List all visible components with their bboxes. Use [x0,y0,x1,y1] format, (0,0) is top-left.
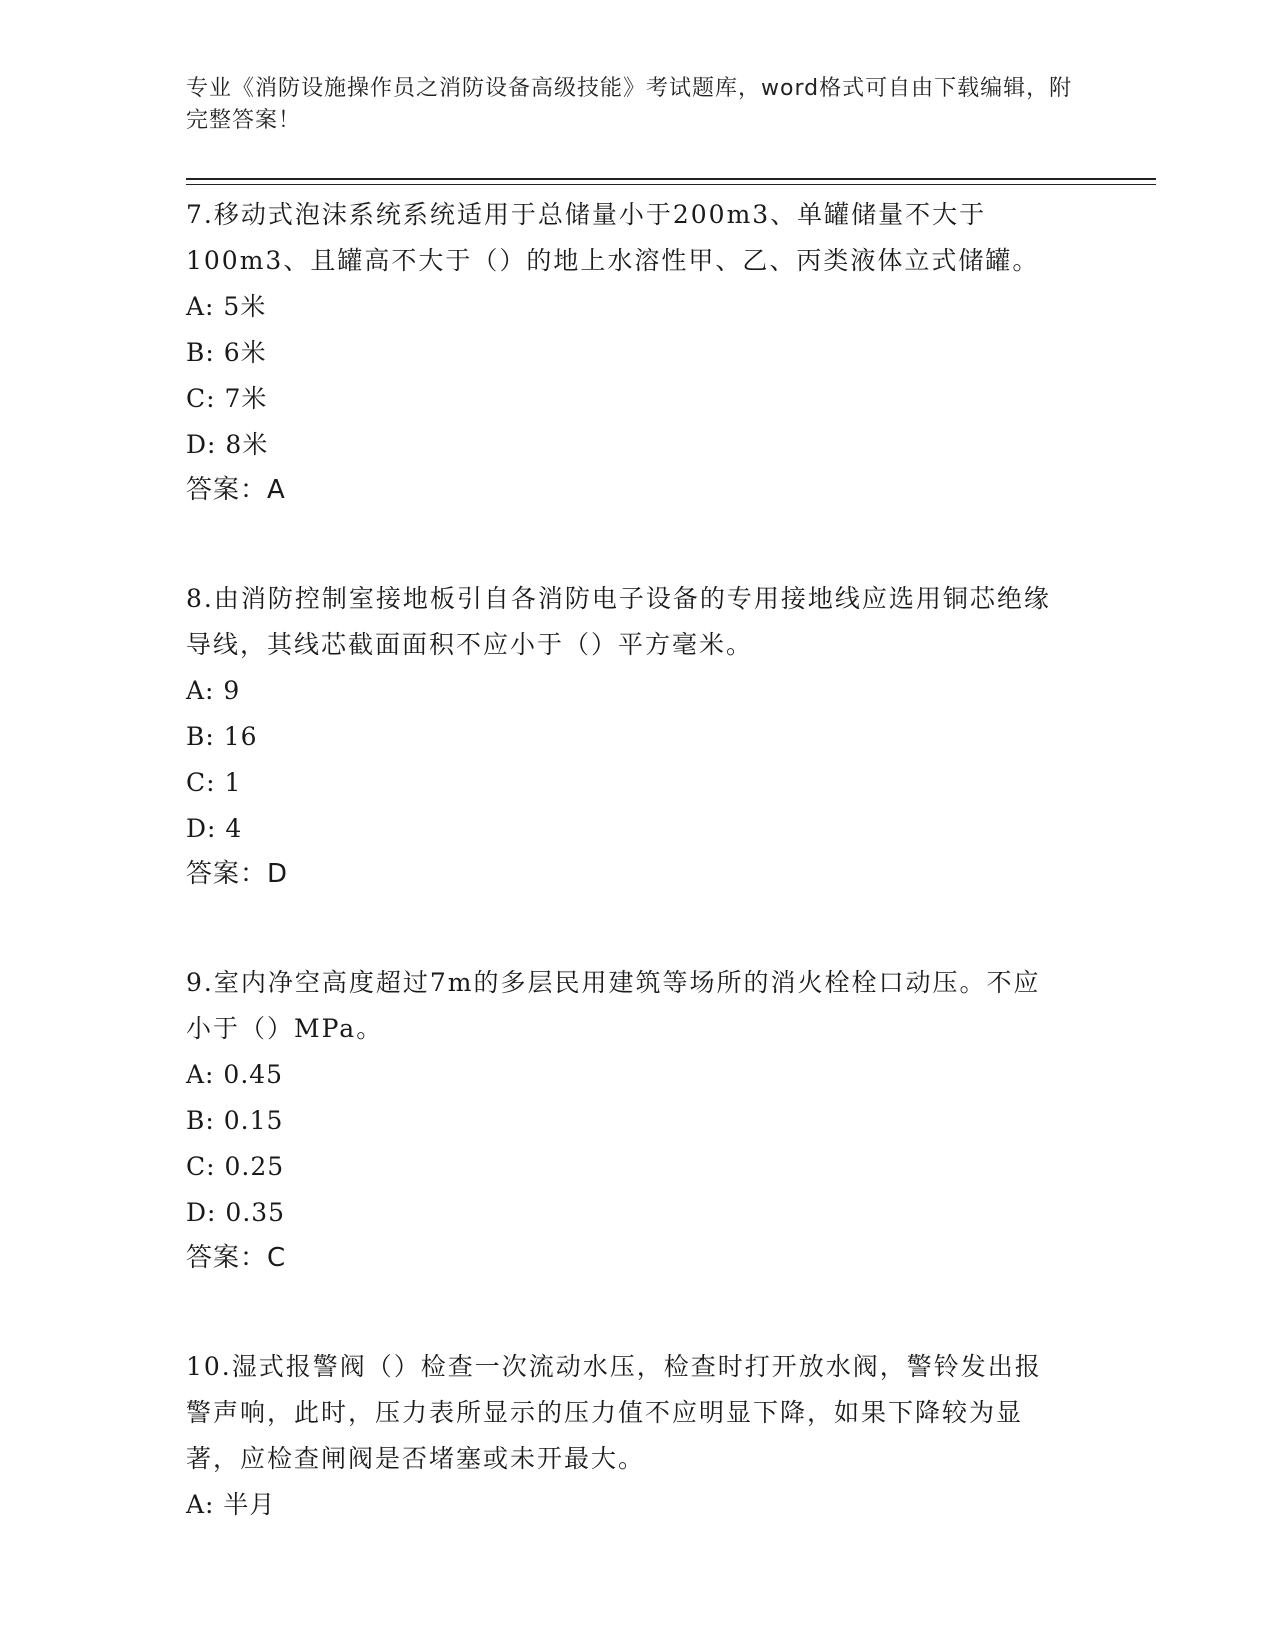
option-c: C: 7米 [186,384,268,413]
document-page [186,0,1156,1650]
question-spacer [186,1280,1066,1344]
question-text: 7.移动式泡沫系统系统适用于总储量小于200m3、单罐储量不大于100m3、且罐高不大于（）的地上水溶性甲、乙、丙类液体立式储罐。 [186,200,1040,275]
option-b: B: 6米 [186,338,267,367]
question-text: 8.由消防控制室接地板引自各消防电子设备的专用接地线应选用铜芯绝缘导线，其线芯截面面积不应小于（）平方毫米。 [186,584,1051,659]
question-text: 10.湿式报警阀（）检查一次流动水压，检查时打开放水阀，警铃发出报警声响，此时，压力表所显示的压力值不应明显下降，如果下降较为显著，应检查闸阀是否堵塞或未开最大。 [186,1352,1042,1473]
option-a: A: 半月 [186,1490,276,1519]
document-header: 专业《消防设施操作员之消防设备高级技能》考试题库，word格式可自由下载编辑，附完整答案！ [186,76,1073,133]
option-b: B: 16 [186,722,258,751]
question-list [186,192,1066,1528]
answer: 答案：A [186,475,286,505]
question-text: 9.室内净空高度超过7m的多层民用建筑等场所的消火栓栓口动压。不应小于（）MPa。 [186,968,1041,1043]
question-7 [186,192,1066,512]
header-divider-thin [186,184,1156,185]
option-d: D: 4 [186,814,243,843]
option-a: A: 0.45 [186,1060,284,1089]
question-9 [186,960,1066,1280]
option-c: C: 1 [186,768,242,797]
option-d: D: 0.35 [186,1198,286,1227]
option-b: B: 0.15 [186,1106,284,1135]
header-divider-thick [186,178,1156,180]
question-spacer [186,896,1066,960]
option-a: A: 9 [186,676,241,705]
question-8 [186,576,1066,896]
question-spacer [186,512,1066,576]
option-c: C: 0.25 [186,1152,285,1181]
option-a: A: 5米 [186,292,267,321]
answer: 答案：C [186,1243,287,1273]
answer: 答案：D [186,859,289,889]
question-10 [186,1344,1066,1528]
option-d: D: 8米 [186,430,269,459]
